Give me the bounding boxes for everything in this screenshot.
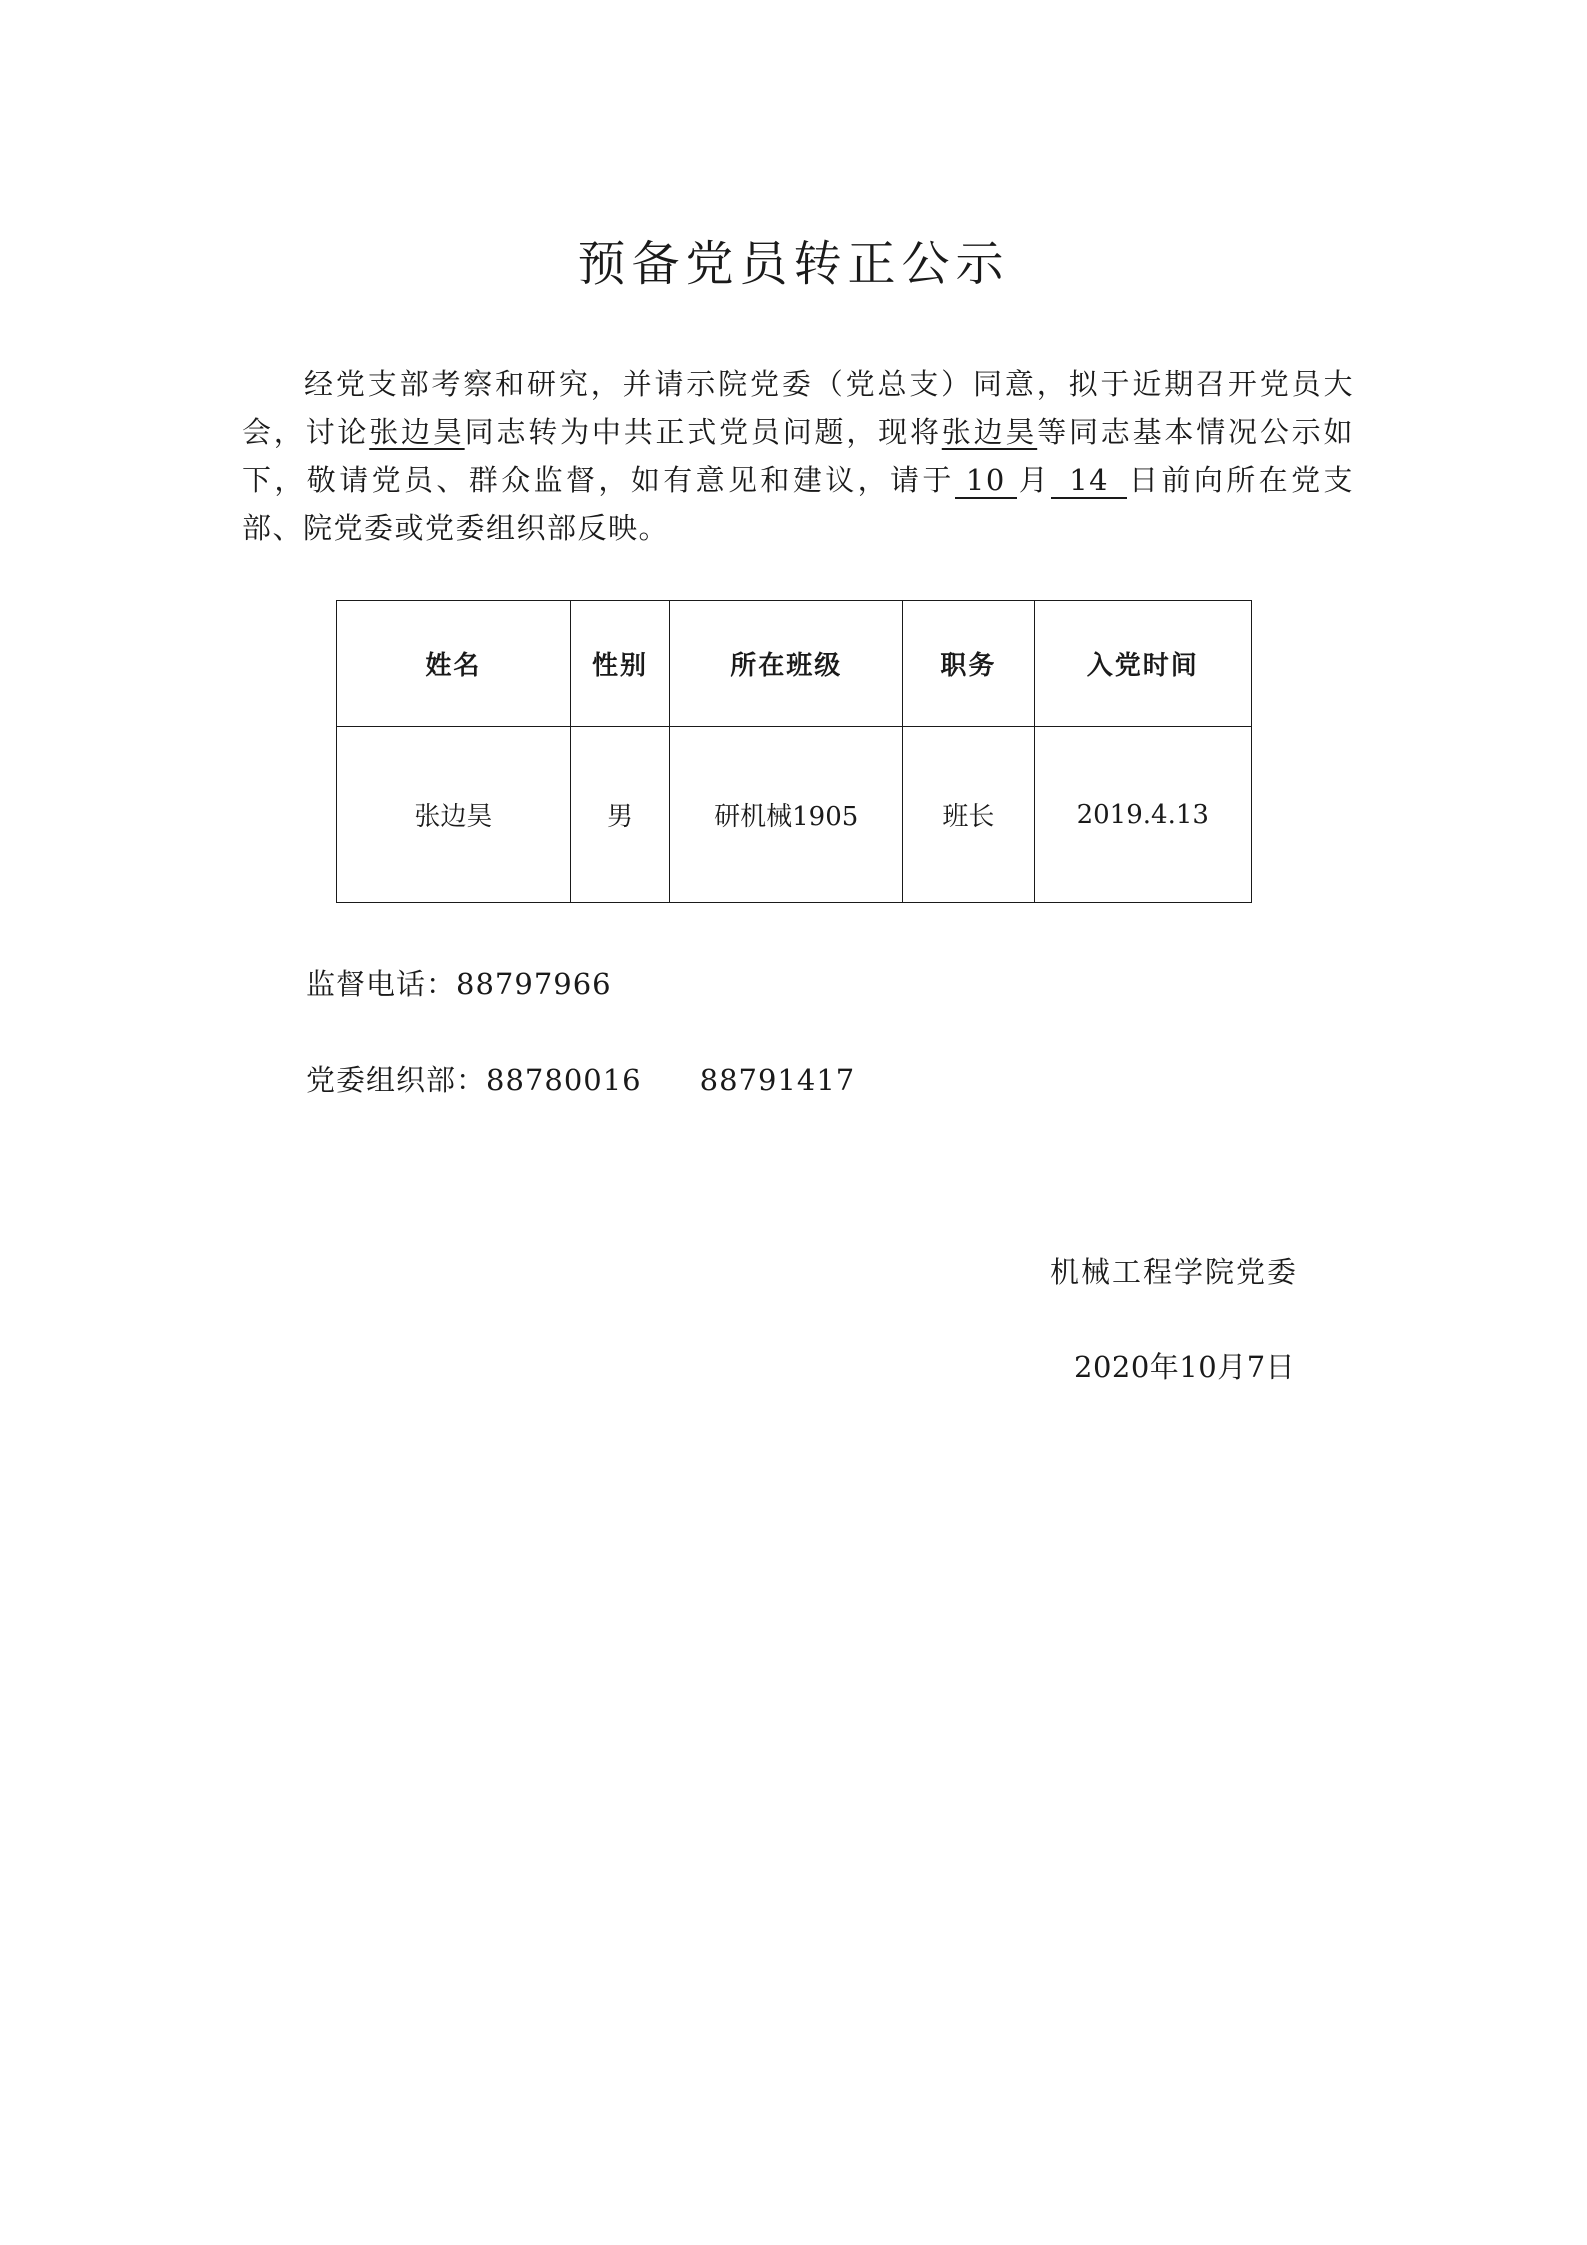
intro-text-2: 同志转为中共正式党员问题，现将 <box>464 415 942 449</box>
page-title: 预备党员转正公示 <box>577 236 1010 292</box>
cell-position: 班长 <box>903 727 1034 903</box>
intro-text-1: 经党支部考察和研究，并请示院党委（党总支）同意，拟于近期召开党员大会，讨论 <box>242 367 1354 449</box>
supervision-label: 监督电话： <box>306 967 457 1001</box>
deadline-month: 10 <box>955 463 1017 499</box>
candidate-name-1: 张边昊 <box>369 415 465 449</box>
org-department-phone-1: 88780016 <box>486 1063 642 1097</box>
header-position: 职务 <box>903 601 1034 727</box>
supervision-phone-line <box>306 962 612 1003</box>
cell-gender: 男 <box>570 727 670 903</box>
header-gender: 性别 <box>570 601 670 727</box>
header-class: 所在班级 <box>670 601 903 727</box>
candidate-table <box>336 600 1252 903</box>
header-name: 姓名 <box>337 601 571 727</box>
cell-name: 张边昊 <box>337 727 571 903</box>
signature-date: 2020年10月7日 <box>1074 1350 1296 1384</box>
org-department-line <box>306 1058 855 1099</box>
cell-join-date: 2019.4.13 <box>1034 727 1251 903</box>
intro-paragraph <box>242 360 1354 552</box>
intro-text-3: 等同志基本情况公示如下，敬请党员、群众监督，如有意见和建议，请于 <box>242 415 1354 497</box>
signature-organization: 机械工程学院党委 <box>1050 1255 1299 1289</box>
candidate-name-2: 张边昊 <box>941 415 1038 449</box>
table-row <box>337 727 1252 903</box>
intro-text-4: 日前向所在党支部、院党委或党委组织部反映。 <box>242 463 1354 545</box>
cell-class: 研机械1905 <box>670 727 903 903</box>
org-department-label: 党委组织部： <box>306 1063 487 1097</box>
table-header-row <box>337 601 1252 727</box>
header-join-date: 入党时间 <box>1034 601 1251 727</box>
deadline-day: 14 <box>1051 463 1127 499</box>
supervision-phone: 88797966 <box>456 967 612 1001</box>
month-label: 月 <box>1016 463 1052 497</box>
org-department-phone-2: 88791417 <box>699 1063 856 1097</box>
